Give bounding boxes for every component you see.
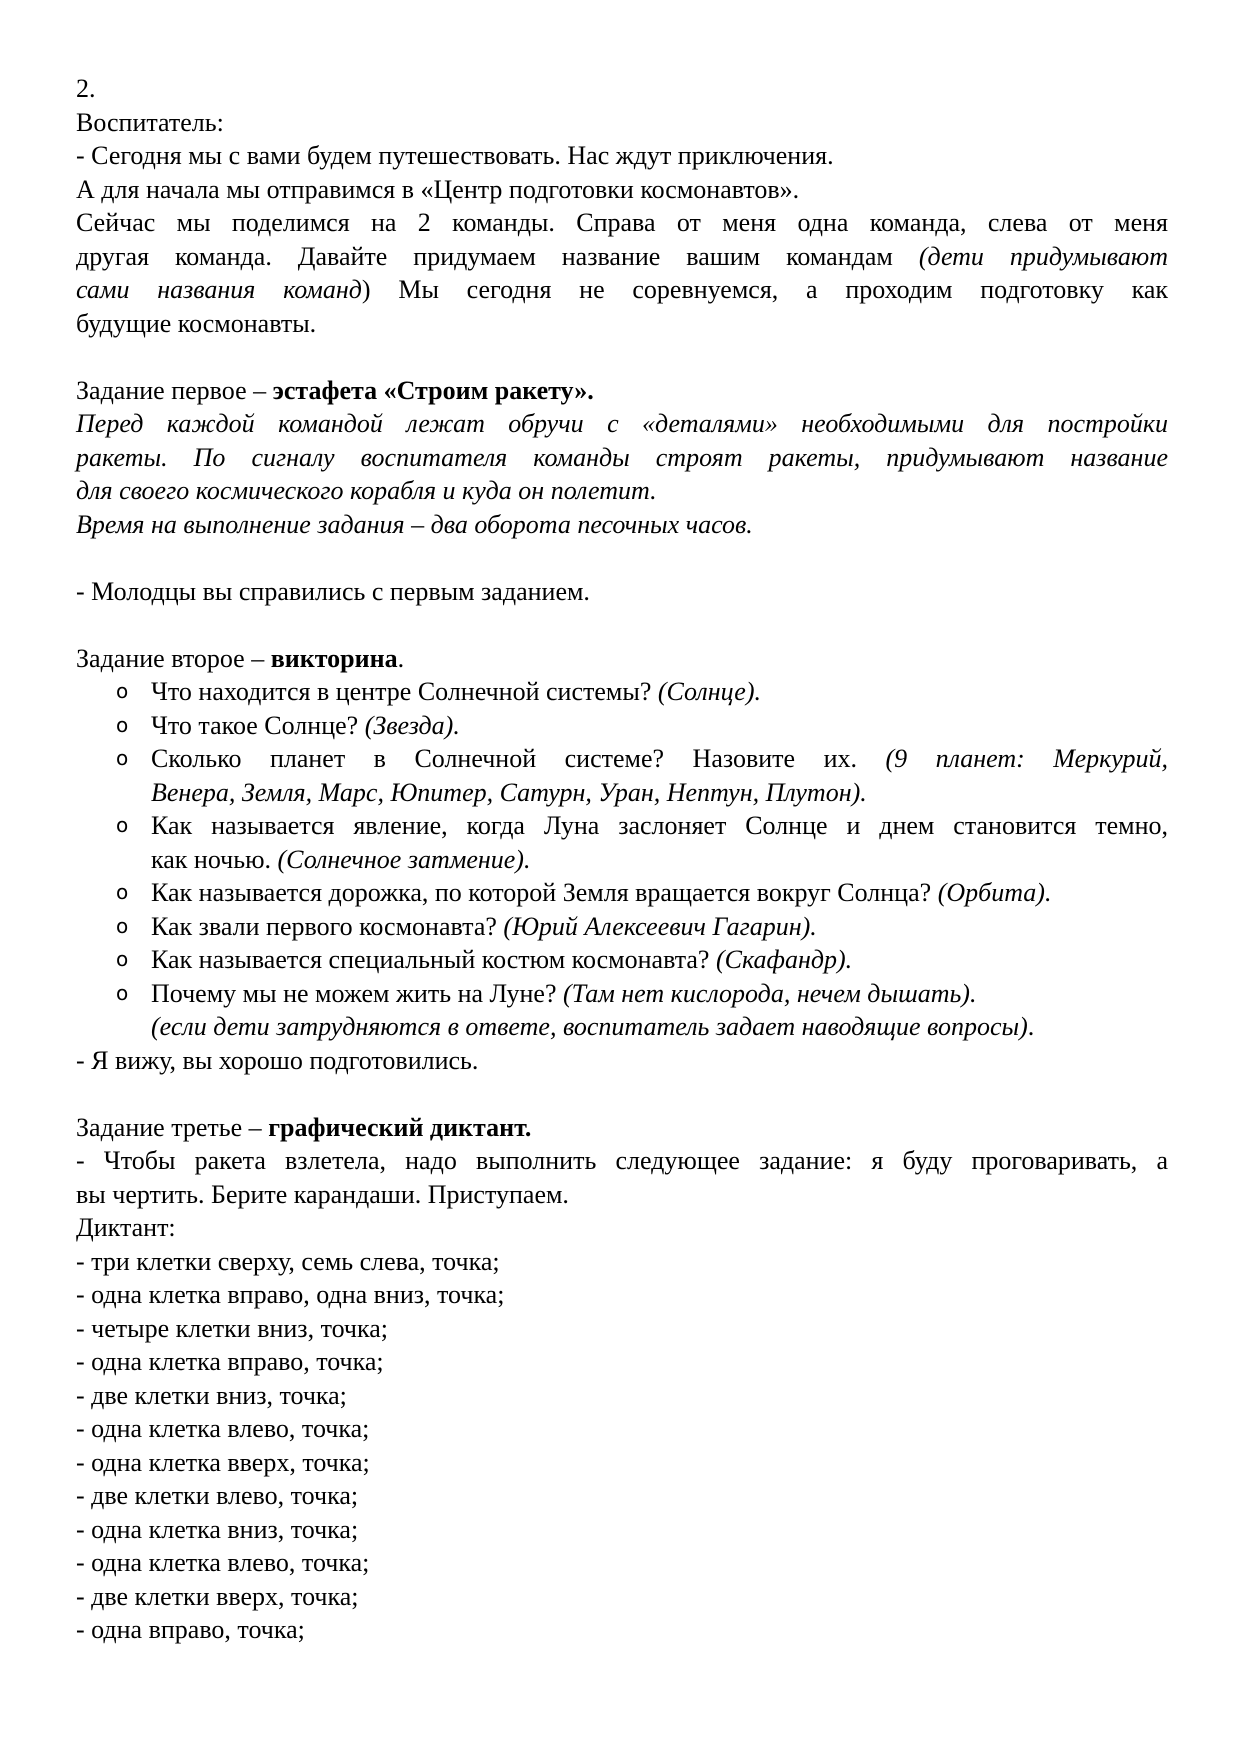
dictation-step: - одна клетка вправо, одна вниз, точка; [76,1280,505,1309]
spacer [76,340,1168,374]
answer-text: (Там нет кислорода, нечем дышать). [563,978,977,1008]
question-text: Сколько планет в Солнечной системе? Назовите их. [151,744,886,773]
bullet-icon: o [116,679,129,703]
intro-paragraph-line: будущие космонавты. [76,308,317,338]
quiz-question [76,709,1168,743]
intro-text: другая команда. Давайте придумаем название вашим командам [76,241,919,271]
spacer [76,541,1168,575]
dictation-step: - две клетки влево, точка; [76,1481,359,1510]
dictation-label: Диктант: [76,1213,176,1242]
quiz-question [76,809,1168,843]
bullet-icon: o [116,980,129,1005]
task3-instruction-line: вы чертить. Берите карандаши. Приступаем. [76,1179,569,1209]
spacer [76,608,1168,642]
dictation-step: - одна клетка вправо, точка; [76,1347,384,1376]
task2-heading [76,642,1168,676]
bullet-icon: o [116,913,129,938]
question-text: Как звали первого космонавта? [151,911,504,941]
question-text: Что находится в центре Солнечной системы? [151,677,658,706]
dictation-step: - две клетки вниз, точка; [76,1380,347,1410]
task2-title-dot: . [397,643,405,673]
intro-paragraph-line [76,240,1168,274]
document-page [76,72,1168,1647]
answer-text: (Юрий Алексеевич Гагарин). [503,911,817,941]
teacher-note-text: (если дети затрудняются в ответе, воспитатель задает наводящие вопросы) [151,1012,1028,1041]
question-text: Как называется явление, когда Луна заслоняет Солнце и днем становится темно, [151,811,1168,840]
task3-instruction-line: - Чтобы ракета взлетела, надо выполнить следующее задание: я буду проговаривать, а [76,1146,1168,1175]
dictation-step: - одна клетка вниз, точка; [76,1514,359,1544]
teacher-note-dot: . [1027,1012,1035,1041]
bullet-icon: o [116,947,129,971]
answer-text: (Солнце). [657,677,761,706]
question-text: как ночью. [151,844,278,874]
intro-line: - Сегодня мы с вами будем путешествовать. Нас ждут приключения. [76,141,834,170]
task1-description-line: ракеты. По сигналу воспитателя команды строят ракеты, придумывают название [76,442,1168,472]
question-text: Почему мы не можем жить на Луне? [151,978,564,1008]
bullet-icon: o [116,712,129,737]
bullet-icon: o [116,746,129,770]
task3-title: графический диктант. [268,1112,532,1142]
dictation-step: - одна клетка влево, точка; [76,1414,370,1443]
task2-prefix: Задание второе – [76,643,271,673]
question-text: Что такое Солнце? [151,710,365,740]
bullet-icon: o [116,880,129,904]
answer-text: (Солнечное затмение). [277,844,531,874]
answer-text: (Орбита). [937,878,1052,907]
intro-italic-note: (дети придумывают [918,241,1168,271]
intro-text: ) Мы сегодня не соревнуемся, а проходим подготовку как [361,275,1168,304]
task1-description-line: Перед каждой командой лежат обручи с «деталями» необходимыми для постройки [76,409,1168,438]
quiz-question [76,977,1168,1011]
task2-title: викторина [270,643,398,673]
section-number: 2. [76,74,96,103]
task1-time-note: Время на выполнение задания – два оборота песочных часов. [76,509,753,539]
bullet-icon: o [116,813,129,837]
task3-prefix: Задание третье – [76,1112,269,1142]
task3-heading [76,1111,1168,1145]
intro-italic-note: сами названия команд [76,275,362,304]
task1-praise: - Молодцы вы справились с первым заданием. [76,576,590,606]
quiz-question [76,876,1168,910]
dictation-step: - одна клетка влево, точка; [76,1548,370,1577]
answer-text: (Звезда). [364,710,460,740]
quiz-question [76,742,1168,776]
quiz-question [76,910,1168,944]
answer-continuation: Венера, Земля, Марс, Юпитер, Сатурн, Уран, Нептун, Плутон). [151,777,867,807]
question-continuation [76,843,1168,877]
task1-heading [76,374,1168,408]
dictation-step: - три клетки сверху, семь слева, точка; [76,1246,500,1276]
task1-prefix: Задание первое – [76,375,273,405]
dictation-step: - одна клетка вверх, точка; [76,1447,370,1477]
task1-description-line: для своего космического корабля и куда он полетит. [76,476,657,505]
spacer [76,1077,1168,1111]
dictation-step: - четыре клетки вниз, точка; [76,1313,388,1343]
dictation-step: - одна вправо, точка; [76,1615,305,1644]
question-text: Как называется специальный костюм космонавта? [151,945,716,974]
question-text: Как называется дорожка, по которой Земля вращается вокруг Солнца? [151,878,938,907]
intro-line: А для начала мы отправимся в «Центр подготовки космонавтов». [76,174,800,204]
task2-praise: - Я вижу, вы хорошо подготовились. [76,1045,479,1075]
intro-paragraph-line [76,273,1168,307]
answer-text: (Скафандр). [715,945,853,974]
quiz-question [76,943,1168,977]
task1-title: эстафета «Строим ракету». [272,375,594,405]
intro-paragraph-line: Сейчас мы поделимся на 2 команды. Справа от меня одна команда, слева от меня [76,208,1168,237]
dictation-step: - две клетки вверх, точка; [76,1581,359,1611]
quiz-question [76,675,1168,709]
answer-text: (9 планет: Меркурий, [885,744,1168,773]
speaker-label: Воспитатель: [76,107,224,137]
teacher-note [76,1010,1168,1044]
